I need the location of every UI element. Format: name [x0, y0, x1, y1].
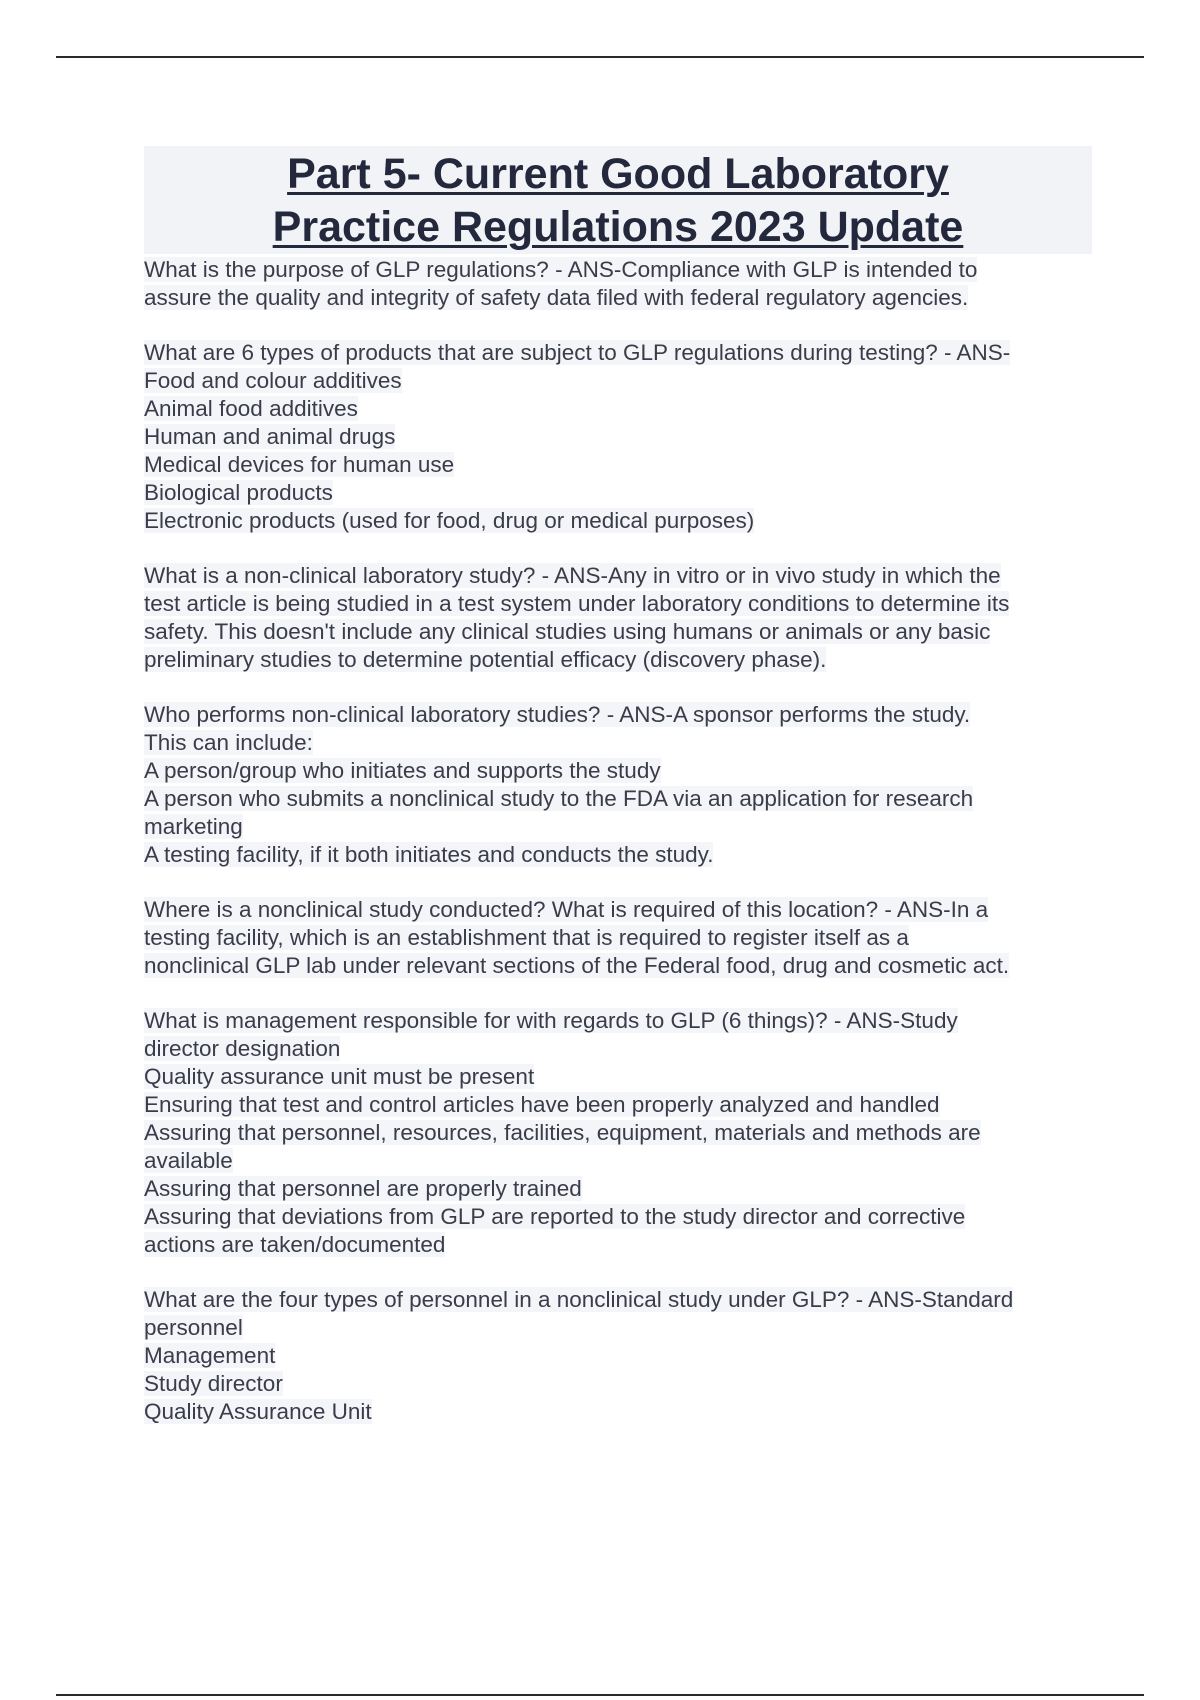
- qa-item: [144, 1007, 1092, 1259]
- qa-line: What is the purpose of GLP regulations? - ANS-Compliance with GLP is intended to: [144, 257, 978, 282]
- qa-line: What is management responsible for with regards to GLP (6 things)? - ANS-Study: [144, 1008, 958, 1033]
- qa-line: This can include:: [144, 730, 313, 755]
- qa-line: Who performs non-clinical laboratory studies? - ANS-A sponsor performs the study.: [144, 702, 971, 727]
- qa-line: Animal food additives: [144, 396, 358, 421]
- title-line: Practice Regulations 2023 Update: [272, 203, 964, 251]
- qa-item: [144, 256, 1092, 312]
- qa-line: Food and colour additives: [144, 368, 402, 393]
- qa-line: Assuring that deviations from GLP are reported to the study director and corrective: [144, 1204, 966, 1229]
- qa-line: Human and animal drugs: [144, 424, 396, 449]
- qa-line: Medical devices for human use: [144, 452, 455, 477]
- qa-list: [144, 256, 1092, 1426]
- qa-line: available: [144, 1148, 233, 1173]
- qa-line: What are 6 types of products that are subject to GLP regulations during testing? - ANS-: [144, 340, 1011, 365]
- qa-line: What are the four types of personnel in a nonclinical study under GLP? - ANS-Standard: [144, 1287, 1014, 1312]
- qa-line: actions are taken/documented: [144, 1232, 446, 1257]
- document-title: [144, 146, 1092, 254]
- qa-line: Quality Assurance Unit: [144, 1399, 372, 1424]
- qa-line: Assuring that personnel, resources, facilities, equipment, materials and methods are: [144, 1120, 981, 1145]
- qa-line: Electronic products (used for food, drug or medical purposes): [144, 508, 755, 533]
- qa-line: assure the quality and integrity of safety data filed with federal regulatory agencies.: [144, 285, 969, 310]
- qa-line: What is a non-clinical laboratory study? - ANS-Any in vitro or in vivo study in which the: [144, 563, 1001, 588]
- qa-line: safety. This doesn't include any clinical studies using humans or animals or any basic: [144, 619, 991, 644]
- qa-line: Where is a nonclinical study conducted? What is required of this location? - ANS-In a: [144, 897, 989, 922]
- qa-line: Assuring that personnel are properly trained: [144, 1176, 582, 1201]
- qa-line: Study director: [144, 1371, 283, 1396]
- qa-line: nonclinical GLP lab under relevant sections of the Federal food, drug and cosmetic act.: [144, 953, 1010, 978]
- qa-line: Biological products: [144, 480, 333, 505]
- qa-line: Quality assurance unit must be present: [144, 1064, 535, 1089]
- qa-line: marketing: [144, 814, 243, 839]
- qa-item: [144, 562, 1092, 674]
- qa-line: A testing facility, if it both initiates and conducts the study.: [144, 842, 714, 867]
- top-rule: [56, 56, 1144, 58]
- qa-line: test article is being studied in a test system under laboratory conditions to determine its: [144, 591, 1010, 616]
- qa-line: A person/group who initiates and supports the study: [144, 758, 661, 783]
- qa-line: A person who submits a nonclinical study to the FDA via an application for research: [144, 786, 974, 811]
- qa-line: director designation: [144, 1036, 341, 1061]
- qa-item: [144, 339, 1092, 535]
- qa-item: [144, 701, 1092, 869]
- qa-line: personnel: [144, 1315, 243, 1340]
- qa-item: [144, 1286, 1092, 1426]
- bottom-rule: [56, 1694, 1144, 1696]
- title-line: Part 5- Current Good Laboratory: [287, 150, 949, 198]
- qa-line: Ensuring that test and control articles have been properly analyzed and handled: [144, 1092, 940, 1117]
- document-body: [144, 146, 1092, 1453]
- qa-line: Management: [144, 1343, 276, 1368]
- qa-line: testing facility, which is an establishment that is required to register itself as a: [144, 925, 909, 950]
- qa-line: preliminary studies to determine potential efficacy (discovery phase).: [144, 647, 827, 672]
- qa-item: [144, 896, 1092, 980]
